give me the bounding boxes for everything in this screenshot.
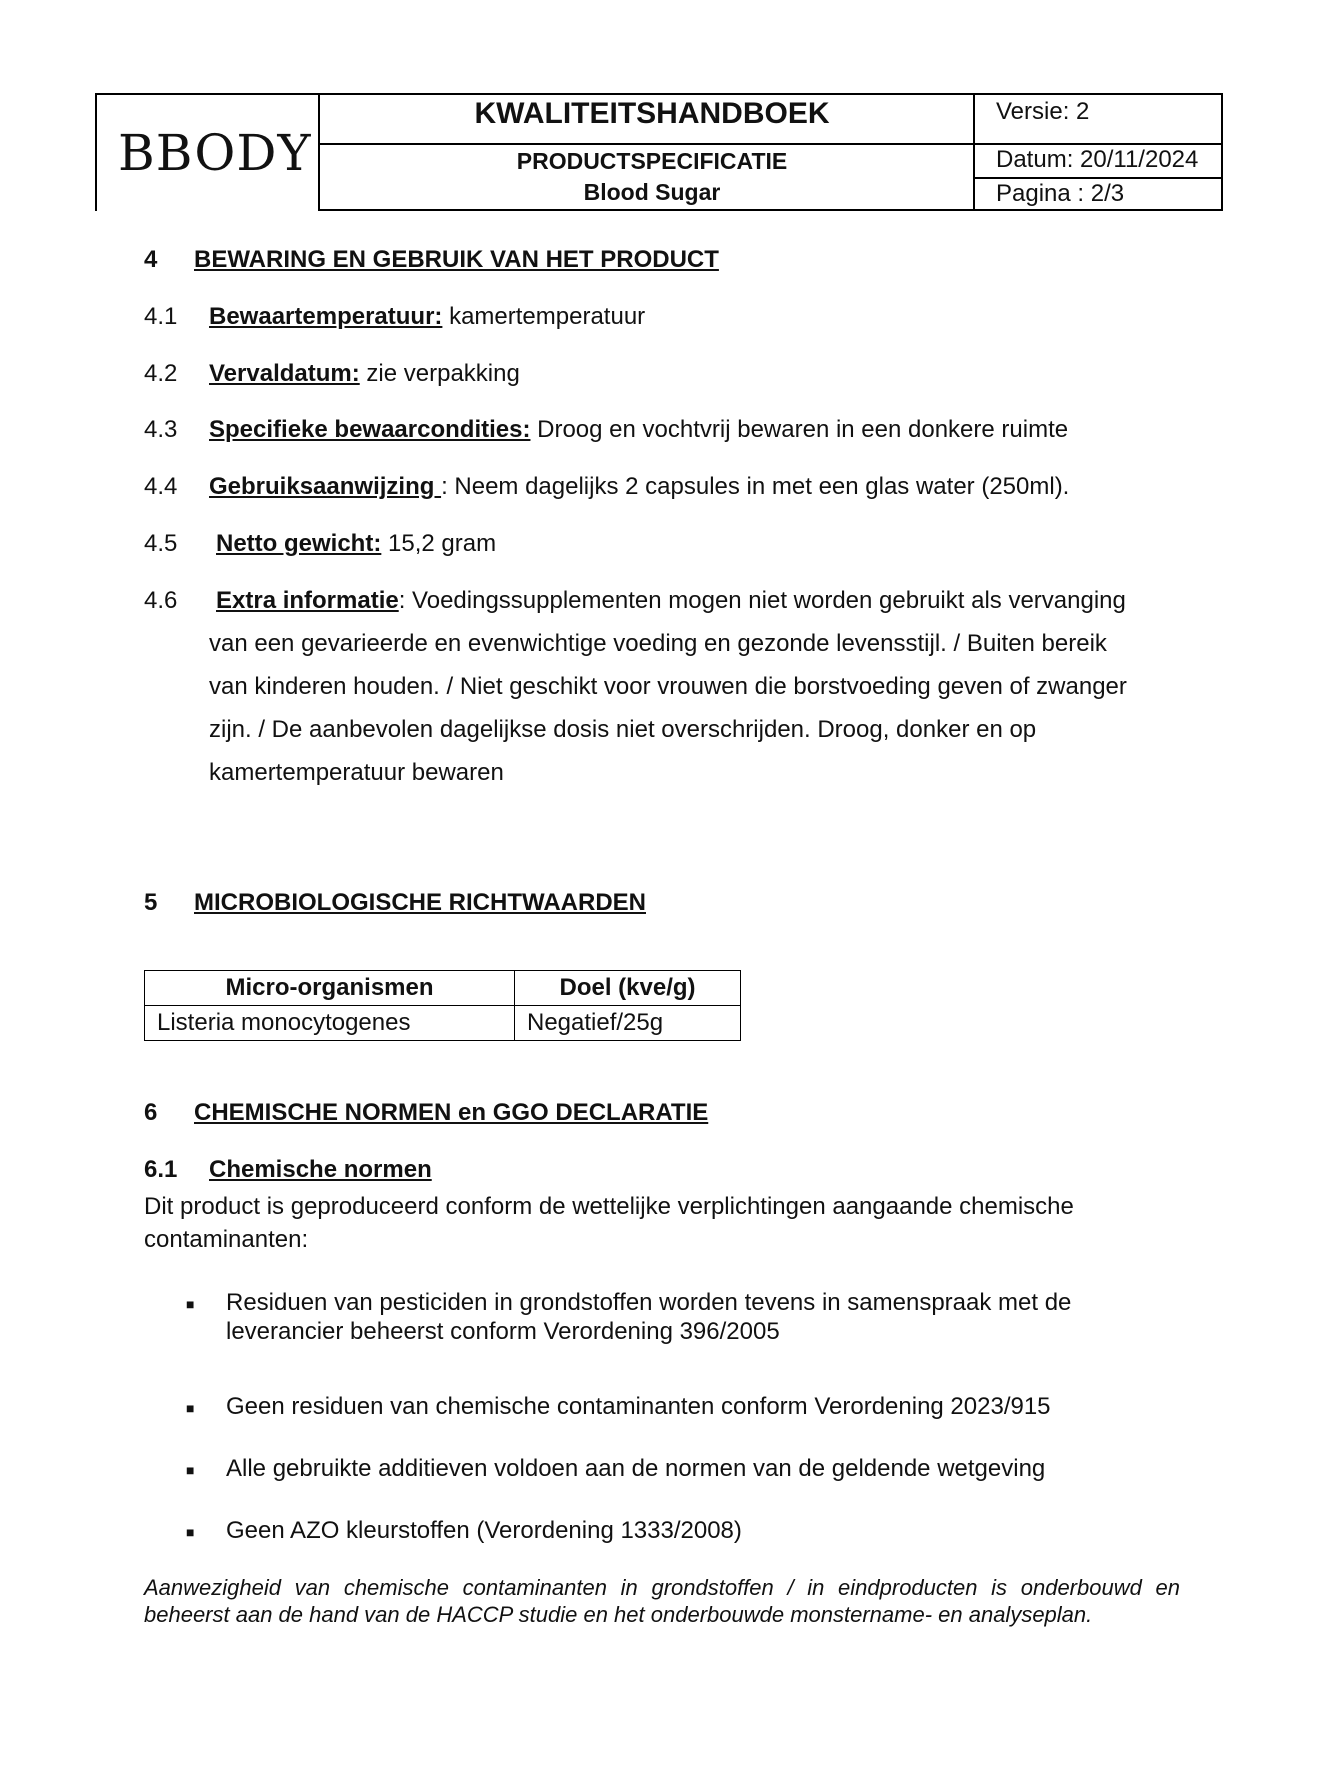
product-name: Blood Sugar	[583, 179, 721, 205]
extra-info-line: zijn. / De aanbevolen dagelijkse dosis niet overschrijden. Droog, donker en op	[209, 716, 1037, 743]
bullet-marker: ■	[186, 1524, 195, 1540]
bullet-marker: ■	[186, 1400, 195, 1416]
bullet-text: Geen AZO kleurstoffen (Verordening 1333/2008)	[226, 1517, 742, 1544]
item-number: 4.5	[144, 530, 178, 557]
table-cell: Negatief/25g	[515, 1006, 741, 1041]
item-label: Netto gewicht:	[216, 530, 382, 557]
table-cell: Listeria monocytogenes	[145, 1006, 515, 1041]
section-4-number: 4	[144, 246, 158, 273]
column-header: Micro-organismen	[145, 971, 515, 1006]
table-header-row	[145, 971, 741, 1006]
intro-text: contaminanten:	[144, 1226, 309, 1253]
spec-subtitle: PRODUCTSPECIFICATIE	[516, 148, 788, 174]
item-number: 4.4	[144, 473, 178, 500]
extra-info-line: van kinderen houden. / Niet geschikt voor vrouwen die borstvoeding geven of zwanger	[209, 673, 1127, 700]
expiry-date	[209, 360, 520, 388]
subsection-number: 6.1	[144, 1156, 178, 1183]
microbiology-table	[144, 970, 741, 1041]
item-number: 4.3	[144, 416, 178, 443]
version-label: Versie: 2	[996, 98, 1090, 125]
item-label: Gebruiksaanwijzing	[209, 473, 442, 500]
intro-text: Dit product is geproduceerd conform de wettelijke verplichtingen aangaande chemische	[144, 1193, 1074, 1220]
extra-info-line: kamertemperatuur bewaren	[209, 759, 504, 786]
bullet-marker: ■	[186, 1296, 195, 1312]
bullet-text: Geen residuen van chemische contaminanten conform Verordening 2023/915	[226, 1393, 1051, 1420]
section-4-title: BEWARING EN GEBRUIK VAN HET PRODUCT	[194, 246, 719, 273]
section-6-title: CHEMISCHE NORMEN en GGO DECLARATIE	[194, 1099, 709, 1126]
item-label: Vervaldatum:	[209, 360, 360, 387]
usage-instructions	[209, 473, 1069, 501]
storage-temperature	[209, 303, 645, 331]
section-5-title: MICROBIOLOGISCHE RICHTWAARDEN	[194, 889, 646, 916]
section-5-number: 5	[144, 889, 158, 916]
item-value: zie verpakking	[359, 360, 520, 387]
subsection-title: Chemische normen	[209, 1156, 432, 1183]
item-number: 4.2	[144, 360, 178, 387]
item-value: kamertemperatuur	[442, 303, 646, 330]
handbook-title: KWALITEITSHANDBOEK	[474, 97, 830, 130]
section-6-number: 6	[144, 1099, 158, 1126]
item-value: 15,2 gram	[381, 530, 497, 557]
table-row	[145, 1006, 741, 1041]
page-label: Pagina : 2/3	[996, 180, 1125, 207]
item-value: : Neem dagelijks 2 capsules in met een glas water (250ml).	[441, 473, 1070, 500]
item-value: : Voedingssupplementen mogen niet worden gebruikt als vervanging	[398, 587, 1126, 614]
bullet-marker: ■	[186, 1462, 195, 1478]
extra-information	[216, 587, 1126, 615]
item-label: Bewaartemperatuur:	[209, 303, 443, 330]
item-number: 4.1	[144, 303, 178, 330]
bullet-text: Alle gebruikte additieven voldoen aan de normen van de geldende wetgeving	[226, 1455, 1046, 1482]
column-header: Doel (kve/g)	[515, 971, 741, 1006]
haccp-note: Aanwezigheid van chemische contaminanten in grondstoffen / in eindproducten is onderbouwd en beheerst aan de hand van de HACCP studie en het onderbouwde monstername- en analyseplan.	[144, 1575, 1180, 1627]
date-label: Datum: 20/11/2024	[996, 146, 1199, 173]
storage-conditions	[209, 416, 1068, 444]
item-label: Specifieke bewaarcondities:	[209, 416, 531, 443]
extra-info-line: van een gevarieerde en evenwichtige voeding en gezonde levensstijl. / Buiten bereik	[209, 630, 1107, 657]
company-logo: BBODY	[118, 124, 312, 182]
bullet-text: leverancier beheerst conform Verordening 396/2005	[226, 1318, 780, 1345]
net-weight	[216, 530, 496, 558]
item-label: Extra informatie	[216, 587, 399, 614]
item-value: Droog en vochtvrij bewaren in een donkere ruimte	[530, 416, 1069, 443]
bullet-text: Residuen van pesticiden in grondstoffen worden tevens in samenspraak met de	[226, 1289, 1072, 1316]
item-number: 4.6	[144, 587, 178, 614]
